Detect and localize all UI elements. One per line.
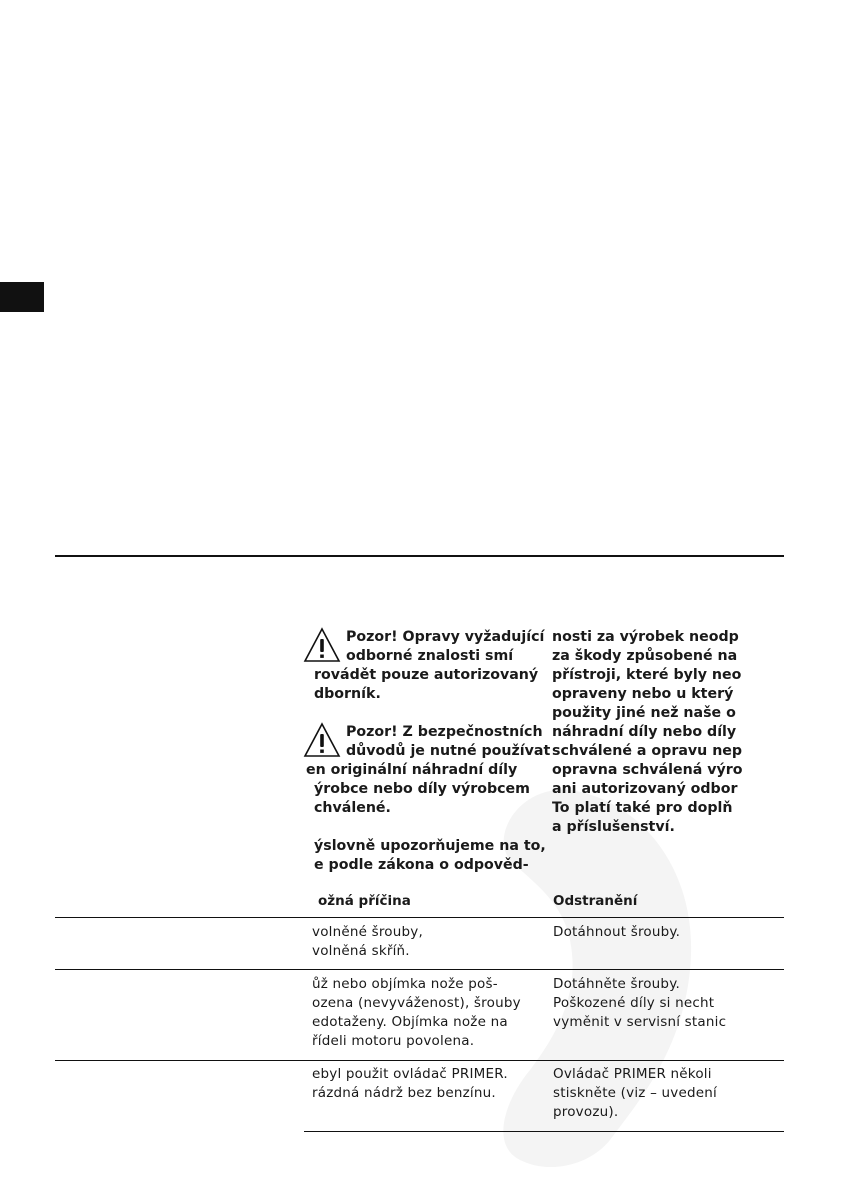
remedy-line: Poškozené díly si necht bbox=[553, 995, 715, 1011]
cause-cell bbox=[312, 923, 423, 961]
liability-line: nosti za výrobek neodp bbox=[552, 629, 739, 645]
liability-column bbox=[552, 628, 752, 837]
cause-cell bbox=[312, 975, 521, 1051]
remedy-cell bbox=[553, 1065, 717, 1122]
warning-2-line: en originální náhradní díly bbox=[306, 762, 518, 778]
table-rule bbox=[55, 917, 784, 918]
liability-line: přístroji, které byly neo bbox=[552, 667, 742, 683]
warning-1-line: Pozor! Opravy vyžadující bbox=[346, 629, 545, 645]
liability-notice bbox=[306, 837, 546, 875]
cause-line: řídeli motoru povolena. bbox=[312, 1033, 475, 1049]
notice-line: e podle zákona o odpověd- bbox=[314, 857, 529, 873]
cause-line: rázdná nádrž bez benzínu. bbox=[312, 1085, 496, 1101]
cause-line: ozena (nevyváženost), šrouby bbox=[312, 995, 521, 1011]
liability-line: a příslušenství. bbox=[552, 819, 675, 835]
cause-line: volněné šrouby, bbox=[312, 924, 423, 940]
column-header-cause: ožná příčina bbox=[318, 893, 411, 909]
remedy-line: Ovládač PRIMER několi bbox=[553, 1066, 712, 1082]
warning-triangle-icon bbox=[303, 722, 341, 758]
warnings-column bbox=[306, 628, 551, 875]
liability-line: opraveny nebo u který bbox=[552, 686, 734, 702]
remedy-line: stiskněte (viz – uvedení bbox=[553, 1085, 717, 1101]
liability-line: náhradní díly nebo díly bbox=[552, 724, 737, 740]
cause-cell bbox=[312, 1065, 508, 1103]
liability-line: schválené a opravu nep bbox=[552, 743, 743, 759]
cause-line: volněná skříň. bbox=[312, 943, 410, 959]
warning-2-line: důvodů je nutné používat bbox=[346, 743, 551, 759]
remedy-line: Dotáhněte šrouby. bbox=[553, 976, 680, 992]
remedy-line: provozu). bbox=[553, 1104, 619, 1120]
remedy-line: Dotáhnout šrouby. bbox=[553, 924, 681, 940]
remedy-cell bbox=[553, 975, 726, 1032]
warning-1-line: rovádět pouze autorizovaný bbox=[314, 667, 539, 683]
table-rule bbox=[304, 1131, 784, 1132]
liability-line: za škody způsobené na bbox=[552, 648, 738, 664]
warning-1-line: odborné znalosti smí bbox=[346, 648, 514, 664]
warning-block-1 bbox=[306, 628, 545, 704]
liability-line: To platí také pro doplň bbox=[552, 800, 733, 816]
table-rule bbox=[55, 1060, 784, 1061]
warning-2-line: ýrobce nebo díly výrobcem bbox=[314, 781, 530, 797]
liability-line: ani autorizovaný odbor bbox=[552, 781, 738, 797]
section-tab-marker bbox=[0, 282, 44, 312]
warning-triangle-icon bbox=[303, 627, 341, 663]
warning-2-line: Pozor! Z bezpečnostních bbox=[346, 724, 543, 740]
notice-line: ýslovně upozorňujeme na to, bbox=[314, 838, 546, 854]
section-divider bbox=[55, 555, 784, 557]
warning-block-2 bbox=[306, 723, 551, 818]
remedy-cell bbox=[553, 923, 680, 942]
remedy-line: vyměnit v servisní stanic bbox=[553, 1014, 727, 1030]
cause-line: ůž nebo objímka nože poš- bbox=[312, 976, 498, 992]
liability-line: použity jiné než naše o bbox=[552, 705, 736, 721]
cause-line: ebyl použit ovládač PRIMER. bbox=[312, 1066, 508, 1082]
cause-line: edotaženy. Objímka nože na bbox=[312, 1014, 508, 1030]
table-rule bbox=[55, 969, 784, 970]
liability-line: opravna schválená výro bbox=[552, 762, 743, 778]
warning-1-line: dborník. bbox=[314, 686, 381, 702]
warning-2-line: chválené. bbox=[314, 800, 391, 816]
column-header-remedy: Odstranění bbox=[553, 893, 638, 909]
